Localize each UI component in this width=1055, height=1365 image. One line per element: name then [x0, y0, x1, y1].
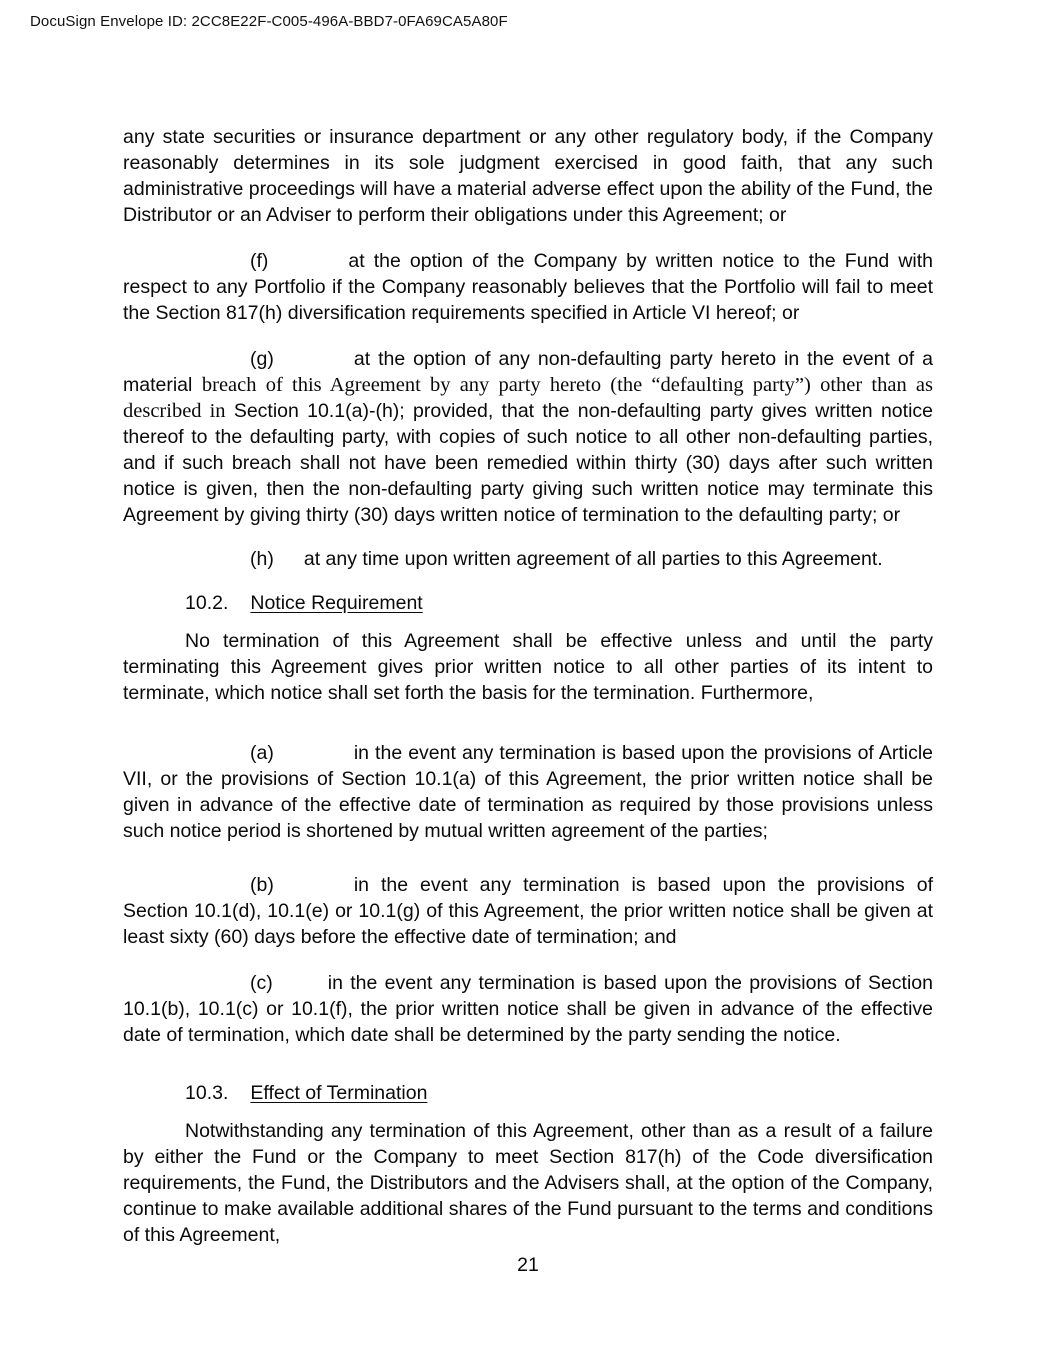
- clause-b-marker: (b): [250, 874, 274, 896]
- section-number: 10.2.: [185, 592, 229, 614]
- section-number: 10.3.: [185, 1082, 229, 1104]
- clause-c: [123, 970, 933, 1048]
- clause-g-marker: (g): [250, 348, 274, 370]
- clause-c-marker: (c): [250, 972, 273, 994]
- clause-g-text-sans-2: Section 10.1(a)-(h); provided, that the non-defaulting party gives written notice thereof to the defaulting party, with copies of such notice to all other non-defaulting parties, and if such breach shall not have been remedied within thirty (30) days after such written notice is given, then the non-defaulting party giving such written notice may terminate this Agreement by giving thirty (30) days written notice of termination to the defaulting party; or: [123, 400, 933, 526]
- clause-h-text: at any time upon written agreement of all parties to this Agreement.: [303, 548, 883, 570]
- section-heading-10-3: [123, 1080, 933, 1106]
- clause-f-text: at the option of the Company by written notice to the Fund with respect to any Portfolio if the Company reasonably believes that the Portfolio will fail to meet the Section 817(h) diversification requirements specified in Article VI hereof; or: [123, 250, 933, 324]
- clause-a: [123, 740, 933, 844]
- clause-b: [123, 872, 933, 950]
- section-title: Notice Requirement: [250, 592, 423, 614]
- clause-g-text-sans-1: at the option of any non-defaulting party hereto in the event of a material: [123, 348, 933, 396]
- clause-g: [123, 346, 933, 528]
- clause-f: [123, 248, 933, 326]
- clause-b-text: in the event any termination is based upon the provisions of Section 10.1(d), 10.1(e) or 10.1(g) of this Agreement, the prior written notice shall be given at least sixty (60) days before the effective date of termination; and: [123, 874, 933, 948]
- clause-h-marker: (h): [250, 548, 274, 570]
- clause-f-marker: (f): [250, 250, 269, 272]
- paragraph-runover: any state securities or insurance department or any other regulatory body, if the Company reasonably determines in its sole judgment exercised in good faith, that any such administrative proceedings will have a material adverse effect upon the ability of the Fund, the Distributor or an Adviser to perform their obligations under this Agreement; or: [123, 126, 933, 226]
- clause-g-text-serif: breach of this Agreement by any party hereto (the “defaulting party”) other than as described in: [123, 374, 933, 422]
- clause-h: [123, 546, 933, 572]
- section-10-2-body: No termination of this Agreement shall be effective unless and until the party terminating this Agreement gives prior written notice to all other parties of its intent to terminate, which notice shall set forth the basis for the termination. Furthermore,: [123, 630, 933, 704]
- document-content: [123, 124, 933, 1248]
- section-title: Effect of Termination: [250, 1082, 428, 1104]
- docusign-envelope-id: DocuSign Envelope ID: 2CC8E22F-C005-496A-BBD7-0FA69CA5A80F: [30, 13, 508, 30]
- clause-c-text: in the event any termination is based upon the provisions of Section 10.1(b), 10.1(c) or 10.1(f), the prior written notice shall be given in advance of the effective date of termination, which date shall be determined by the party sending the notice.: [123, 972, 933, 1046]
- page-number: 21: [517, 1254, 539, 1276]
- section-10-3-body: Notwithstanding any termination of this Agreement, other than as a result of a failure by either the Fund or the Company to meet Section 817(h) of the Code diversification requirements, the Fund, the Distributors and the Advisers shall, at the option of the Company, continue to make available additional shares of the Fund pursuant to the terms and conditions of this Agreement,: [123, 1120, 933, 1246]
- section-heading-10-2: [123, 590, 933, 616]
- clause-a-marker: (a): [250, 742, 274, 764]
- clause-a-text: in the event any termination is based upon the provisions of Article VII, or the provisions of Section 10.1(a) of this Agreement, the prior written notice shall be given in advance of the effective date of termination as required by those provisions unless such notice period is shortened by mutual written agreement of the parties;: [123, 742, 933, 842]
